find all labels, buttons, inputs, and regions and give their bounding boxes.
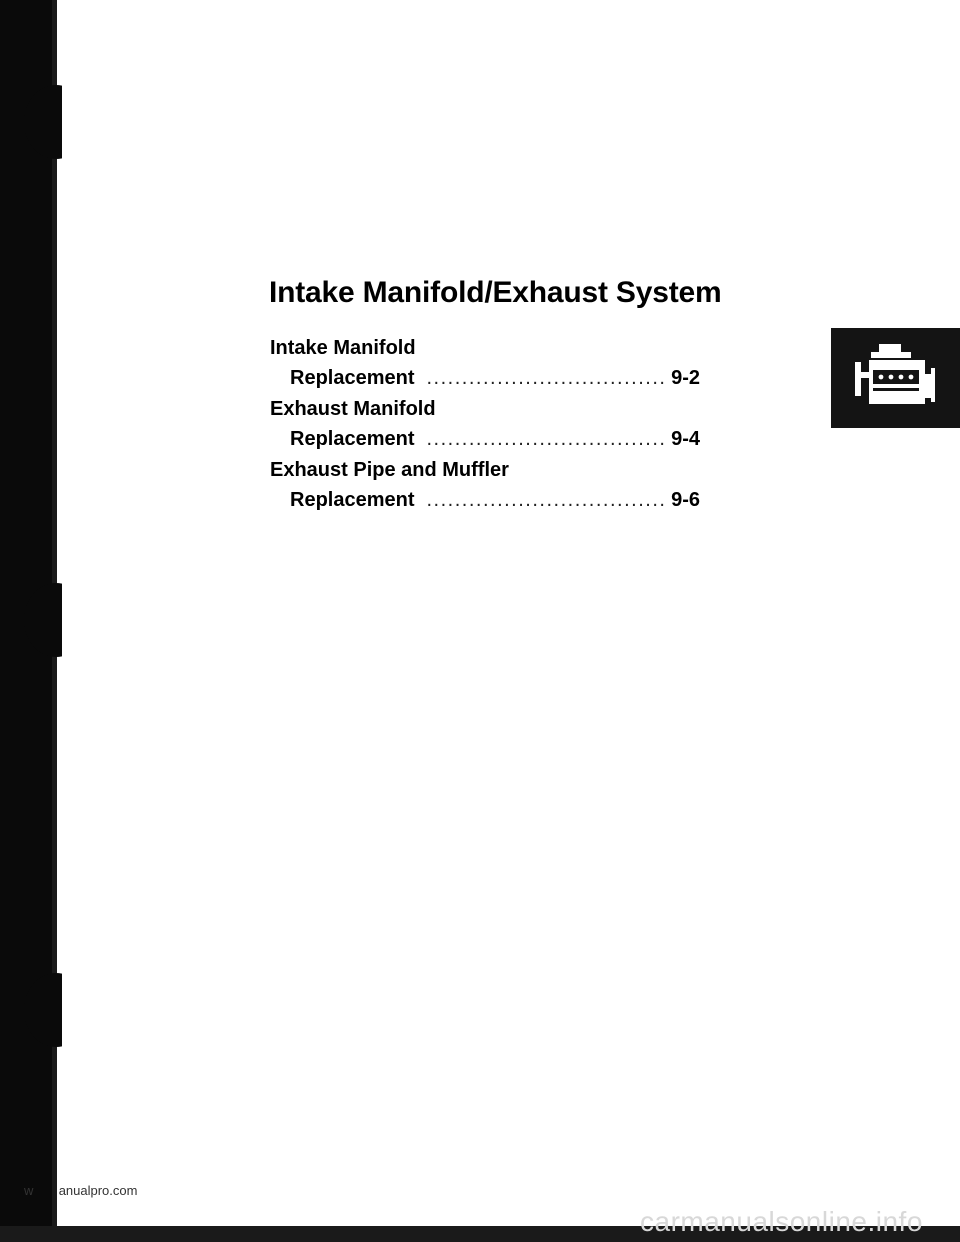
footer-url-suffix: anualpro.com <box>58 1183 138 1198</box>
section-tab <box>831 328 960 428</box>
binding-spine <box>0 0 62 1242</box>
toc-page-number: 9-2 <box>671 367 700 389</box>
toc-entry-label: Replacement <box>290 489 415 511</box>
dot-leader <box>427 367 666 390</box>
spine-overlap <box>33 1183 58 1198</box>
engine-icon <box>841 342 941 412</box>
toc-heading-intake-manifold: Intake Manifold <box>270 337 416 359</box>
footer-url[interactable] <box>24 1183 137 1198</box>
toc-entry-label: Replacement <box>290 428 415 450</box>
toc-page-number: 9-6 <box>671 489 700 511</box>
page-title: Intake Manifold/Exhaust System <box>269 276 722 309</box>
toc-page-number: 9-4 <box>671 428 700 450</box>
dot-leader <box>427 489 666 512</box>
footer-url-prefix: w <box>24 1183 34 1198</box>
watermark: carmanualsonline.info <box>640 1206 923 1237</box>
toc-entry-label: Replacement <box>290 367 415 389</box>
toc-entry-exhaust-pipe-muffler-replacement[interactable] <box>290 489 700 512</box>
toc-heading-exhaust-manifold: Exhaust Manifold <box>270 398 436 420</box>
toc-entry-intake-manifold-replacement[interactable] <box>290 367 700 390</box>
toc-entry-exhaust-manifold-replacement[interactable] <box>290 428 700 451</box>
toc-heading-exhaust-pipe-muffler: Exhaust Pipe and Muffler <box>270 459 509 481</box>
dot-leader <box>427 428 666 451</box>
